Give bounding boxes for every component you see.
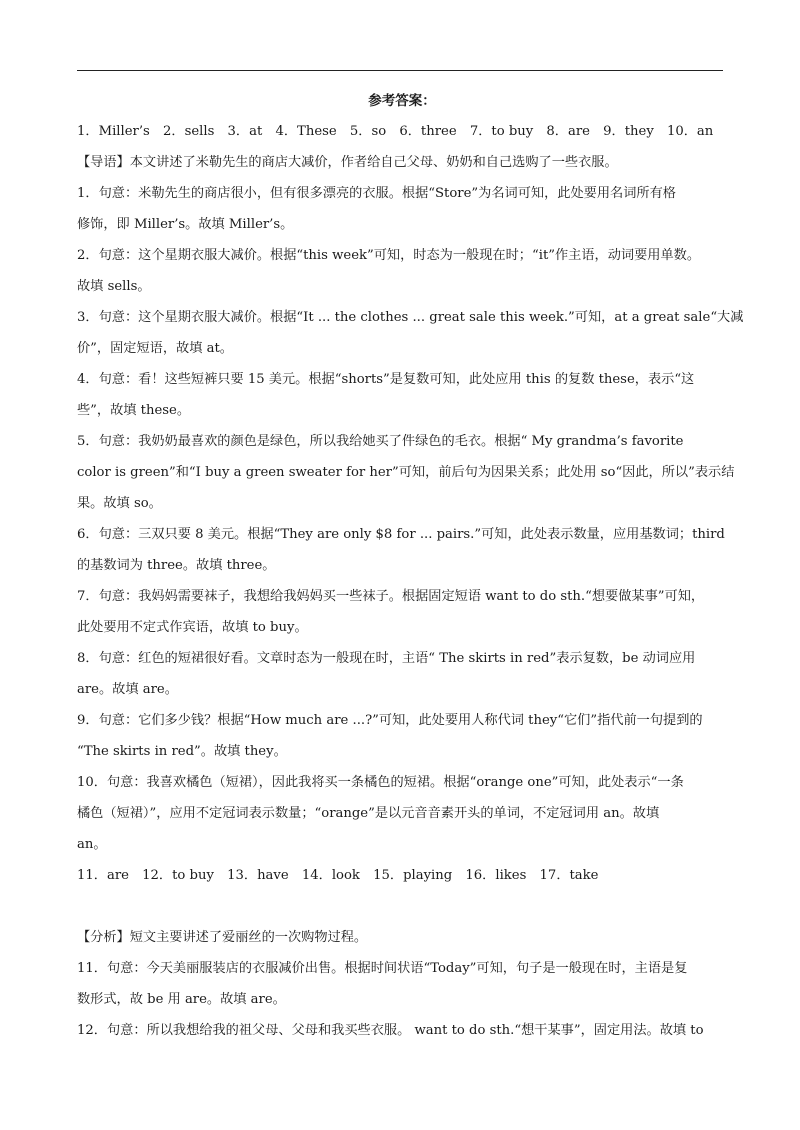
- explanation-5-line-2: color is green”和“I buy a green sweater for her”可知，前后句为因果关系；此处用 so“因此，所以”表示结: [77, 465, 735, 480]
- explanation-5-line-1: 5．句意：我奶奶最喜欢的颜色是绿色，所以我给她买了件绿色的毛衣。根据“ My grandma’s favorite: [77, 434, 684, 449]
- explanation-10-line-2: 橘色（短裙）”，应用不定冠词表示数量；“orange”是以元音音素开头的单词，不定冠词用 an。故填: [77, 806, 660, 821]
- explanation-5-line-3: 果。故填 so。: [77, 496, 162, 511]
- spacer: [77, 891, 727, 922]
- explanation-4-line-1: 4．句意：看！这些短裤只要 15 美元。根据“shorts”是复数可知，此处应用 this 的复数 these，表示“这: [77, 372, 695, 387]
- explanation-8-line-1: 8．句意：红色的短裙很好看。文章时态为一般现在时，主语“ The skirts in red”表示复数，be 动词应用: [77, 651, 696, 666]
- explanation-7-line-1: 7．句意：我妈妈需要袜子，我想给我妈妈买一些袜子。根据固定短语 want to do sth.“想要做某事”可知，: [77, 589, 705, 604]
- page-title: 参考答案：: [368, 93, 436, 109]
- intro-paragraph: 【导语】本文讲述了米勒先生的商店大减价，作者给自己父母、奶奶和自己选购了一些衣服。: [77, 155, 618, 170]
- answer-key-row-11-17: 11．are 12．to buy 13．have 14．look 15．playing 16．likes 17．take: [77, 868, 599, 883]
- explanation-10-line-3: an。: [77, 837, 107, 852]
- explanation-2-line-1: 2．句意：这个星期衣服大减价。根据“this week”可知，时态为一般现在时；“it”作主语，动词要用单数。: [77, 248, 701, 263]
- explanation-9-line-1: 9．句意：它们多少钱？根据“How much are ...?”可知，此处要用人称代词 they“它们”指代前一句提到的: [77, 713, 703, 728]
- explanation-4-line-2: 些”，故填 these。: [77, 403, 191, 418]
- explanation-9-line-2: “The skirts in red”。故填 they。: [77, 744, 287, 759]
- explanation-7-line-2: 此处要用不定式作宾语，故填 to buy。: [77, 620, 308, 635]
- explanation-8-line-2: are。故填 are。: [77, 682, 178, 697]
- explanation-2-line-2: 故填 sells。: [77, 279, 151, 294]
- header-rule: [77, 70, 723, 71]
- explanation-10-line-1: 10．句意：我喜欢橘色（短裙），因此我将买一条橘色的短裙。根据“orange one”可知，此处表示“一条: [77, 775, 684, 790]
- explanation-1-line-1: 1．句意：米勒先生的商店很小，但有很多漂亮的衣服。根据“Store”为名词可知，此处要用名词所有格: [77, 186, 676, 201]
- analysis-paragraph: 【分析】短文主要讲述了爱丽丝的一次购物过程。: [77, 930, 368, 945]
- answer-key-row-1-10: 1．Miller’s 2．sells 3．at 4．These 5．so 6．three 7．to buy 8．are 9．they 10．an: [77, 124, 714, 139]
- explanation-11-line-2: 数形式，故 be 用 are。故填 are。: [77, 992, 286, 1007]
- explanation-6-line-1: 6．句意：三双只要 8 美元。根据“They are only $8 for ... pairs.”可知，此处表示数量，应用基数词；third: [77, 527, 725, 542]
- explanation-6-line-2: 的基数词为 three。故填 three。: [77, 558, 276, 573]
- explanation-1-line-2: 修饰，即 Miller’s。故填 Miller’s。: [77, 217, 294, 232]
- explanation-3-line-1: 3．句意：这个星期衣服大减价。根据“It ... the clothes ... great sale this week.”可知，at a great sale“大减: [77, 310, 744, 325]
- explanation-12-line-1: 12．句意：所以我想给我的祖父母、父母和我买些衣服。 want to do sth.“想干某事”，固定用法。故填 to: [77, 1023, 704, 1038]
- explanation-11-line-1: 11．句意：今天美丽服装店的衣服减价出售。根据时间状语“Today”可知，句子是一般现在时，主语是复: [77, 961, 688, 976]
- explanation-3-line-2: 价”，固定短语，故填 at。: [77, 341, 233, 356]
- answer-document: [77, 86, 744, 1046]
